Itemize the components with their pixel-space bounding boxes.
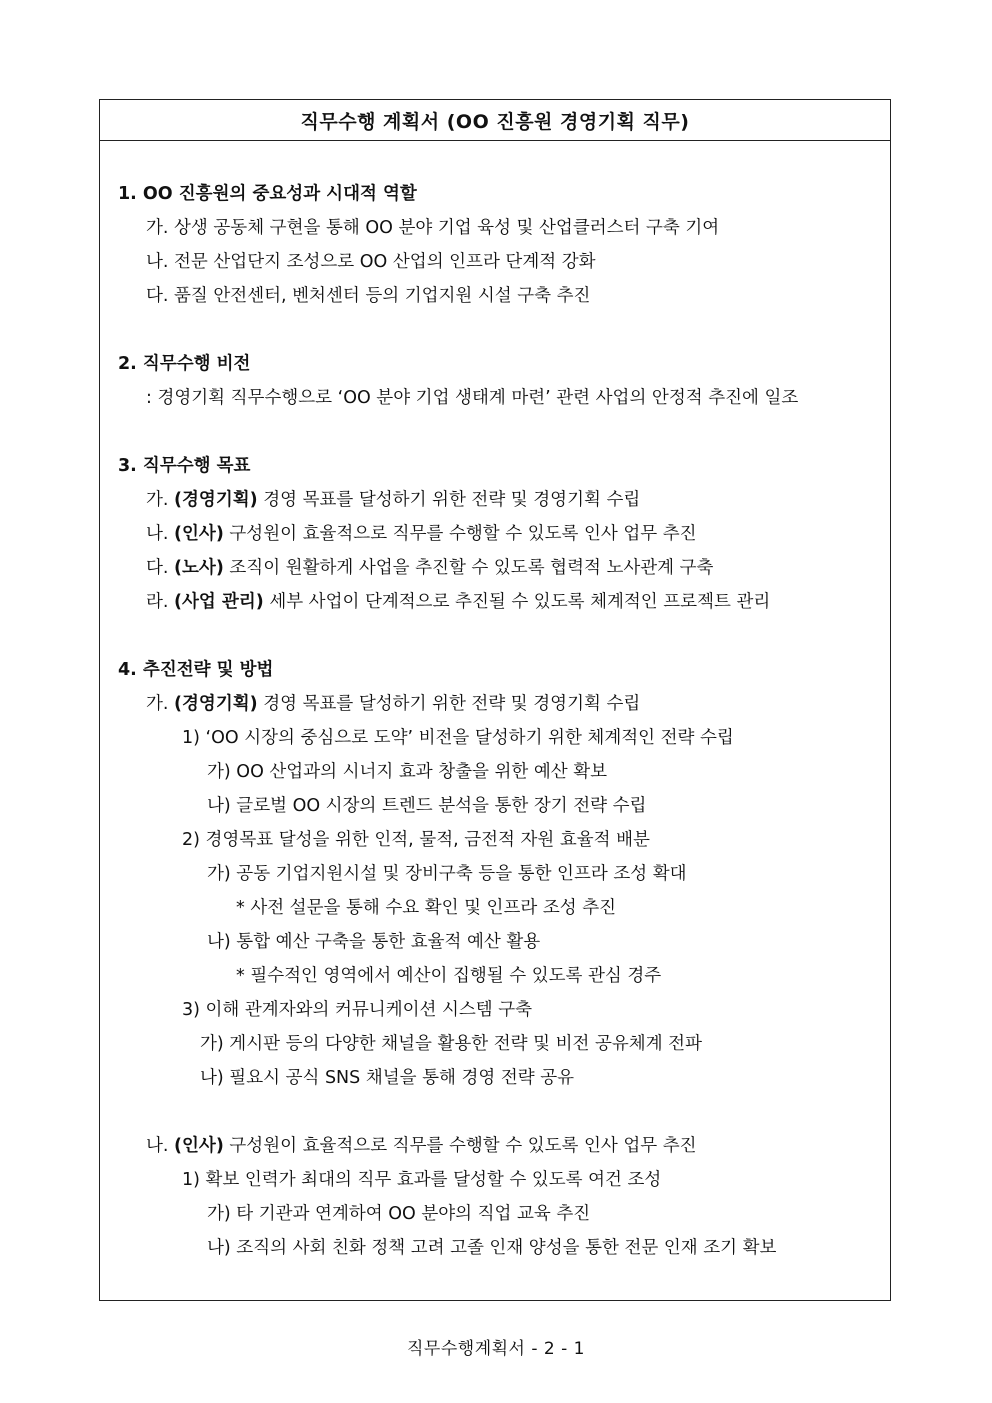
list-item: 3) 이해 관계자와의 커뮤니케이션 시스템 구축: [182, 1000, 533, 1020]
item-label: (경영기획): [174, 490, 258, 510]
list-item: 나) 글로벌 OO 시장의 트렌드 분석을 통한 장기 전략 수립: [207, 796, 647, 816]
section-heading-4: 4. 추진전략 및 방법: [118, 660, 274, 680]
list-item: 2) 경영목표 달성을 위한 인적, 물적, 금전적 자원 효율적 배분: [182, 830, 650, 850]
list-item: 가. (경영기획) 경영 목표를 달성하기 위한 전략 및 경영기획 수립: [146, 490, 641, 510]
list-item: 가) 타 기관과 연계하여 OO 분야의 직업 교육 추진: [207, 1204, 591, 1224]
list-item: 나) 조직의 사회 친화 정책 고려 고졸 인재 양성을 통한 전문 인재 조기 확보: [207, 1238, 777, 1258]
section-heading-2: 2. 직무수행 비전: [118, 354, 251, 374]
page-footer: 직무수행계획서 - 2 - 1: [407, 1339, 585, 1359]
item-label: (노사): [174, 558, 224, 578]
list-item: 나. 전문 산업단지 조성으로 OO 산업의 인프라 단계적 강화: [146, 252, 596, 272]
list-item: 가) 게시판 등의 다양한 채널을 활용한 전략 및 비전 공유체계 전파: [200, 1034, 702, 1054]
list-item: 가. 상생 공동체 구현을 통해 OO 분야 기업 육성 및 산업클러스터 구축 기여: [146, 218, 720, 238]
item-label: (인사): [174, 1136, 224, 1156]
list-item: 나) 필요시 공식 SNS 채널을 통해 경영 전략 공유: [200, 1068, 575, 1088]
item-label: (경영기획): [174, 694, 258, 714]
list-item: 가) 공동 기업지원시설 및 장비구축 등을 통한 인프라 조성 확대: [207, 864, 687, 884]
note-item: * 사전 설문을 통해 수요 확인 및 인프라 조성 추진: [236, 898, 617, 918]
list-item: 나) 통합 예산 구축을 통한 효율적 예산 활용: [207, 932, 541, 952]
list-item: 다. 품질 안전센터, 벤처센터 등의 기업지원 시설 구축 추진: [146, 286, 591, 306]
document-title: 직무수행 계획서 (OO 진흥원 경영기획 직무): [100, 100, 890, 141]
list-item: 가) OO 산업과의 시너지 효과 창출을 위한 예산 확보: [207, 762, 608, 782]
list-item: 다. (노사) 조직이 원활하게 사업을 추진할 수 있도록 협력적 노사관계 구축: [146, 558, 714, 578]
list-item: 라. (사업 관리) 세부 사업이 단계적으로 추진될 수 있도록 체계적인 프로젝트 관리: [146, 592, 771, 612]
list-item: 나. (인사) 구성원이 효율적으로 직무를 수행할 수 있도록 인사 업무 추진: [146, 524, 697, 544]
list-item: 1) 확보 인력가 최대의 직무 효과를 달성할 수 있도록 여건 조성: [182, 1170, 662, 1190]
list-item: 가. (경영기획) 경영 목표를 달성하기 위한 전략 및 경영기획 수립: [146, 694, 641, 714]
list-item: 나. (인사) 구성원이 효율적으로 직무를 수행할 수 있도록 인사 업무 추진: [146, 1136, 697, 1156]
list-item: : 경영기획 직무수행으로 ‘OO 분야 기업 생태계 마련’ 관련 사업의 안정적 추진에 일조: [146, 388, 799, 408]
item-label: (사업 관리): [174, 592, 264, 612]
section-heading-1: 1. OO 진흥원의 중요성과 시대적 역할: [118, 184, 417, 204]
item-label: (인사): [174, 524, 224, 544]
note-item: * 필수적인 영역에서 예산이 집행될 수 있도록 관심 경주: [236, 966, 662, 986]
list-item: 1) ‘OO 시장의 중심으로 도약’ 비전을 달성하기 위한 체계적인 전략 수립: [182, 728, 734, 748]
section-heading-3: 3. 직무수행 목표: [118, 456, 251, 476]
